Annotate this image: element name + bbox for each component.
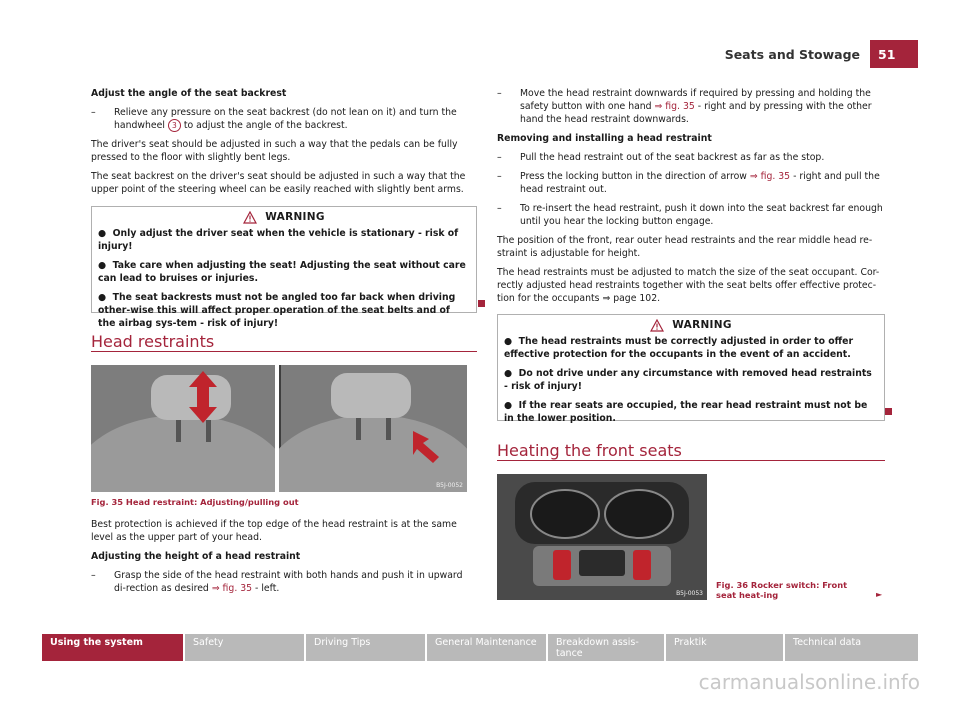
paragraph-pedals: The driver's seat should be adjusted in such a way that the pedals can be fully pressed to the floor with slightly bent legs. xyxy=(91,139,458,163)
warning-header: WARNING xyxy=(504,315,878,335)
rocker-switch-illustration xyxy=(497,474,707,600)
tab-general-maintenance[interactable]: General Maintenance xyxy=(427,634,546,661)
section-title: Seats and Stowage xyxy=(724,47,860,62)
tab-breakdown-assistance[interactable]: Breakdown assis-tance xyxy=(548,634,664,661)
paragraph-adjustable: The position of the front, rear outer head restraints and the rear middle head re-straint is adjustable for height. xyxy=(497,235,873,259)
step-press-button: – Press the locking button in the direction of arrow ⇒ fig. 35 - right and pull the head restraint out. xyxy=(497,171,880,195)
figure-head-restraint xyxy=(91,365,467,492)
page-number: 51 xyxy=(870,40,918,68)
tab-driving-tips[interactable]: Driving Tips xyxy=(306,634,425,661)
figure-caption-35: Fig. 35 Head restraint: Adjusting/pulling out xyxy=(91,497,299,507)
step-adjust-height: – Grasp the side of the head restraint with both hands and push it in upward di-rection as desired ⇒ fig. 35 - left. xyxy=(91,570,463,594)
warning-item: ● Only adjust the driver seat when the vehicle is stationary - risk of injury! xyxy=(98,228,459,252)
warning-item: ● The seat backrests must not be angled too far back when driving other-wise this will affect proper operation of the seat belts and of the airbag sys-tem - risk of injury! xyxy=(98,292,456,329)
warning-triangle-icon xyxy=(243,211,257,224)
figure-link[interactable]: ⇒ fig. 35 xyxy=(749,171,791,182)
step-pull-out: – Pull the head restraint out of the seat backrest as far as the stop. xyxy=(497,152,825,163)
step-backrest: – Relieve any pressure on the seat backrest (do not lean on it) and turn the handwheel 3 to adjust the angle of the backrest. xyxy=(91,107,457,131)
section-head-restraints: Head restraints xyxy=(91,332,215,351)
tab-technical-data[interactable]: Technical data xyxy=(785,634,918,661)
warning-box-head-restraint xyxy=(497,314,885,424)
warning-item: ● The head restraints must be correctly adjusted in order to offer effective protection for the occupants in the event of an accident. xyxy=(504,336,854,360)
section-rule xyxy=(91,351,477,352)
head-restraint-illustration xyxy=(91,365,467,492)
handwheel-number: 3 xyxy=(168,119,181,132)
left-column xyxy=(91,87,477,202)
right-column xyxy=(497,87,885,311)
end-marker xyxy=(478,300,485,307)
tab-using-the-system[interactable]: Using the system xyxy=(42,634,183,661)
section-heating: Heating the front seats xyxy=(497,441,682,460)
tab-praktik[interactable]: Praktik xyxy=(666,634,783,661)
paragraph-protection: Best protection is achieved if the top edge of the head restraint is at the same level as the upper part of your head. xyxy=(91,519,457,543)
warning-box-seat xyxy=(91,206,477,329)
warning-item: ● If the rear seats are occupied, the rear head restraint must not be in the lower position. xyxy=(504,400,868,424)
figure-rocker-switch xyxy=(497,474,707,600)
left-column-lower xyxy=(91,518,477,601)
paragraph-steering: The seat backrest on the driver's seat should be adjusted in such a way that the upper point of the steering wheel can be easily reached with slightly bent arms. xyxy=(91,171,466,195)
figure-caption-36: Fig. 36 Rocker switch: Front seat heat-ing xyxy=(716,580,848,600)
step-move-down: – Move the head restraint downwards if required by pressing and holding the safety button with one hand ⇒ fig. 35 - right and by pressing with the other hand the head restraint downwards. xyxy=(497,88,872,125)
tab-safety[interactable]: Safety xyxy=(185,634,304,661)
end-marker xyxy=(885,408,892,415)
warning-triangle-icon xyxy=(650,319,664,332)
figure-code: B5J-0053 xyxy=(676,590,703,597)
heading-removing: Removing and installing a head restraint xyxy=(497,133,712,144)
paragraph-size: The head restraints must be adjusted to match the size of the seat occupant. Cor-rectly adjusted head restraints together with the seat belts offer effective protec-tion for the occupants ⇒ page 102. xyxy=(497,267,880,304)
warning-item: ● Do not drive under any circumstance with removed head restraints - risk of injury! xyxy=(504,368,872,392)
figure-link[interactable]: ⇒ fig. 35 xyxy=(654,101,695,112)
warning-item: ● Take care when adjusting the seat! Adjusting the seat without care can lead to bruises or injuries. xyxy=(98,260,466,284)
section-rule xyxy=(497,460,885,461)
watermark: carmanualsonline.info xyxy=(698,670,920,694)
heading-adjust-height: Adjusting the height of a head restraint xyxy=(91,551,301,562)
figure-code: B5J-0052 xyxy=(436,482,463,489)
heading-backrest: Adjust the angle of the seat backrest xyxy=(91,88,287,99)
figure-link[interactable]: ⇒ fig. 35 xyxy=(211,583,253,594)
step-reinsert: – To re-insert the head restraint, push it down into the seat backrest far enough until you hear the locking button engage. xyxy=(497,203,883,227)
warning-header: WARNING xyxy=(98,207,470,227)
next-page-arrow-icon[interactable]: ► xyxy=(876,590,883,599)
